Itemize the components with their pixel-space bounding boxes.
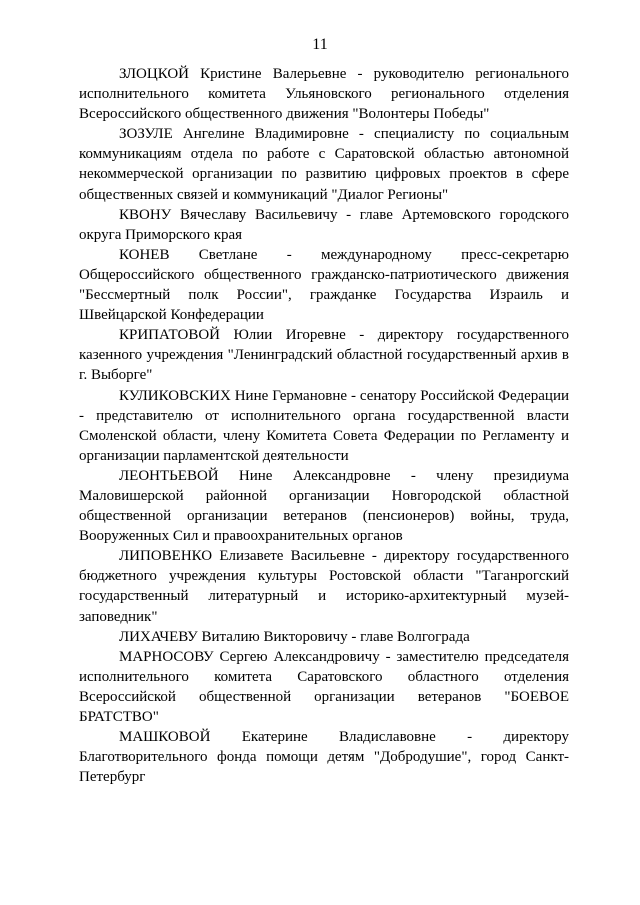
recipient-entry: ЛИПОВЕНКО Елизавете Васильевне - директору государственного бюджетного учреждения культуры Ростовской области "Таганрогский государственный литературный и историко-архитектурный музей-заповедник" bbox=[79, 548, 569, 625]
recipient-entry: ЛЕОНТЬЕВОЙ Нине Александровне - члену президиума Маловишерской районной организации Новгородской областной общественной организации ветеранов (пенсионеров) войны, труда, Вооруженных Сил и правоохранительных органов bbox=[79, 467, 569, 545]
recipient-entry: КОНЕВ Светлане - международному пресс-секретарю Общероссийского общественного гражданско-патриотического движения "Бессмертный полк России", гражданке Государства Израиль и Швейцарской Конфедерации bbox=[79, 246, 569, 324]
recipient-entry: МАШКОВОЙ Екатерине Владиславовне - директору Благотворительного фонда помощи детям "Добродушие", город Санкт-Петербург bbox=[79, 729, 569, 786]
recipient-entry: ЗЛОЦКОЙ Кристине Валерьевне - руководителю регионального исполнительного комитета Ульяновского регионального отделения Всероссийского общественного движения "Волонтеры Победы" bbox=[79, 66, 569, 123]
recipient-entry: КРИПАТОВОЙ Юлии Игоревне - директору государственного казенного учреждения "Ленинградский областной государственный архив в г. Выборге" bbox=[79, 327, 569, 384]
award-recipient-list bbox=[79, 64, 569, 787]
recipient-entry: ЛИХАЧЕВУ Виталию Викторовичу - главе Волгограда bbox=[119, 628, 470, 645]
recipient-entry: КУЛИКОВСКИХ Нине Германовне - сенатору Российской Федерации - представителю от исполнительного органа государственной власти Смоленской области, члену Комитета Совета Федерации по Регламенту и организации парламентской деятельности bbox=[79, 387, 569, 464]
page-number: 11 bbox=[312, 36, 328, 53]
recipient-entry: МАРНОСОВУ Сергею Александровичу - заместителю председателя исполнительного комитета Саратовского областного отделения Всероссийской общественной организации ветеранов "БОЕВОЕ БРАТСТВО" bbox=[79, 648, 569, 725]
recipient-entry: КВОНУ Вячеславу Васильевичу - главе Артемовского городского округа Приморского края bbox=[79, 206, 569, 243]
recipient-entry: ЗОЗУЛЕ Ангелине Владимировне - специалисту по социальным коммуникациям отдела по работе с Саратовской областью автономной некоммерческой организации по развитию цифровых проектов в сфере общественных связей и коммуникаций "Диалог Регионы" bbox=[79, 126, 569, 203]
